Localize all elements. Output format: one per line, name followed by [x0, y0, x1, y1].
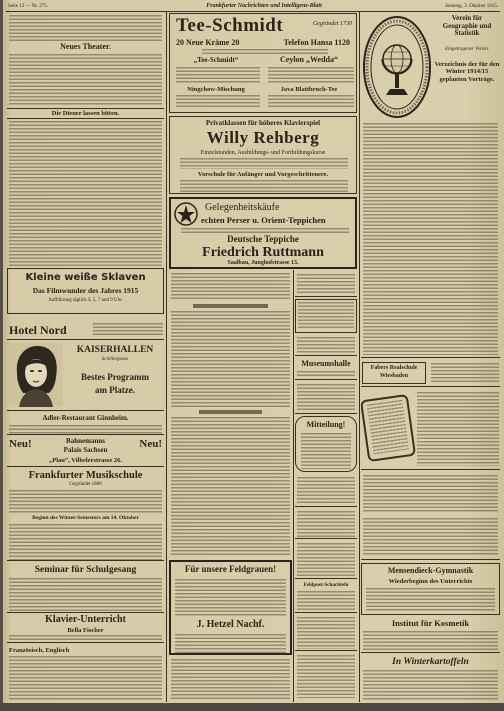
text-lines	[9, 524, 162, 560]
piano-classes-courses: Einzelstunden, Ausbildungs- und Fortbildungskurse	[200, 150, 326, 156]
hotel-name: Hotel Nord	[9, 323, 67, 337]
small-ad	[295, 653, 357, 700]
film-showtimes: Aufführung täglich 3, 5, 7 und 9 Uhr.	[48, 297, 123, 303]
text-lines	[363, 123, 498, 355]
carpet-offer: echten Perser u. Orient-Teppichen	[201, 215, 326, 225]
language-title: Französisch, Englisch	[9, 647, 70, 654]
music-school-title: Frankfurter Musikschule	[28, 470, 143, 481]
stamp-graphic	[361, 394, 416, 462]
language-lessons-advertisement	[7, 645, 164, 700]
semester-start: Beginn des Winter-Semesters am 14. Oktober	[32, 514, 139, 521]
lecture-program-title: Verzeichnis der für den Winter 1914/15 geplanten Vorträge.	[434, 61, 500, 83]
carpet-address: Saalbau, Junghofstrasse 13.	[227, 260, 299, 266]
restaurant-advertisement	[7, 413, 164, 435]
small-ad	[295, 541, 357, 579]
text-lines	[9, 121, 162, 266]
carpet-headline: Gelegenheitskäufe	[205, 202, 280, 213]
piano-classes-heading: Privatklassen für höheres Klavierspiel	[205, 119, 321, 127]
venue-name: Palais Sachsen	[63, 446, 108, 454]
text-lines	[176, 67, 260, 83]
text-lines	[180, 158, 348, 169]
society-announcement	[361, 13, 500, 358]
tea-shop-name: Tee-Schmidt	[176, 15, 284, 36]
singing-seminar-advertisement	[7, 563, 164, 613]
newspaper-title: Frankfurter Nachrichten und Intelligenz-Blatt	[206, 3, 322, 9]
gymnastics-title: Mensendieck-Gymnastik	[387, 566, 474, 575]
carpet-firm: Friedrich Ruttmann	[202, 245, 324, 260]
text-lines	[9, 490, 162, 514]
hotel-advertisement	[7, 320, 164, 340]
text-lines	[93, 323, 163, 337]
carpet-advertisement	[169, 197, 357, 269]
film-title: Kleine weiße Sklaven	[25, 272, 146, 283]
gymnastics-advertisement	[361, 563, 500, 615]
school-name: Fabers Realschule	[370, 365, 418, 371]
cosmetics-advertisement	[361, 617, 500, 653]
kaiserhallen-street: Schillergasse	[101, 357, 129, 362]
text-lines	[171, 311, 290, 407]
soldiers-gifts-advertisement	[169, 560, 292, 655]
text-lines	[181, 228, 349, 233]
potatoes-title: In Winterkartoffeln	[392, 657, 469, 667]
society-registered: Eingetragener Verein.	[445, 47, 489, 52]
parcels-title: Feldpost-Schachteln	[303, 582, 349, 588]
carpet-category: Deutsche Teppiche	[227, 234, 299, 244]
text-lines	[298, 302, 354, 330]
parcels-advertisement	[295, 581, 357, 613]
venue-owner: Bahnemanns	[66, 437, 105, 445]
text-lines	[297, 384, 355, 412]
small-ad	[295, 272, 357, 297]
stamp-advertisement	[361, 389, 500, 470]
theater-title: Neues Theater.	[60, 42, 111, 51]
text-lines	[175, 579, 286, 617]
text-lines	[297, 655, 355, 698]
seminar-title: Seminar für Schulgesang	[34, 565, 137, 575]
soldiers-gifts-title: Für unsere Feldgrauen!	[184, 564, 277, 574]
star-emblem-icon	[174, 202, 198, 226]
tea-shop-advertisement	[169, 13, 357, 113]
museum-advertisement	[295, 358, 357, 380]
masthead	[6, 2, 500, 12]
cosmetics-title: Institut für Kosmetik	[391, 618, 470, 628]
music-school-advertisement	[7, 468, 164, 561]
small-ad	[295, 335, 357, 356]
text-lines	[297, 591, 355, 613]
text-lines	[180, 180, 348, 192]
issue-date: Sonntag, 3. Oktober 1915.	[445, 4, 498, 9]
piano-lessons-title: Klavier-Unterricht	[45, 614, 126, 625]
tea-shop-founded: Gegründet 1730	[312, 21, 352, 27]
film-advertisement	[7, 268, 164, 314]
potatoes-advertisement	[361, 655, 500, 701]
text-lines	[175, 634, 286, 655]
small-ad	[361, 472, 500, 560]
school-advertisement	[361, 360, 500, 387]
text-lines	[9, 656, 162, 700]
kaiserhallen-advertisement	[7, 341, 164, 411]
tea-variety: Ningchow-Mischung	[187, 86, 245, 93]
article-text	[169, 272, 292, 557]
text-lines	[9, 635, 162, 642]
text-lines	[171, 273, 290, 301]
piano-teacher: Bella Fischer	[67, 626, 104, 634]
new-badge: Neu!	[139, 438, 162, 450]
column-rule	[293, 270, 294, 702]
play-title: Die Diener lassen bitten.	[7, 108, 164, 119]
kaiserhallen-name: KAISERHALLEN	[76, 345, 154, 355]
piano-lessons-advertisement	[7, 614, 164, 643]
soldiers-gifts-firm: J. Hetzel Nachf.	[196, 618, 265, 630]
text-lines	[366, 588, 495, 612]
text-lines	[9, 578, 162, 612]
text-lines	[297, 617, 355, 649]
text-lines	[9, 54, 162, 106]
tea-brand: „Tee-Schmidt“	[193, 56, 239, 64]
column-rule	[359, 12, 360, 702]
text-lines	[297, 477, 355, 505]
piano-classes-teacher: Willy Rehberg	[206, 128, 320, 147]
text-lines	[297, 371, 355, 378]
text-lines	[297, 274, 355, 294]
text-lines	[202, 49, 328, 54]
page-number: Seite 12 — Nr. 275.	[8, 4, 48, 9]
school-name-box	[362, 362, 426, 384]
notice-text	[169, 657, 292, 700]
scan-border	[0, 703, 504, 711]
bahnemann-advertisement	[7, 436, 164, 467]
tea-variety: Java Blattbruch-Tee	[280, 86, 338, 93]
portrait-illustration	[9, 343, 63, 407]
kaiserhallen-slogan: am Platze.	[95, 385, 135, 395]
text-lines	[297, 511, 355, 537]
society-emblem	[362, 15, 432, 119]
text-lines	[363, 670, 498, 700]
text-lines	[171, 659, 290, 699]
kaiserhallen-slogan: Bestes Programm	[80, 372, 150, 382]
gymnastics-subtitle: Wiederbeginn des Unterrichts	[388, 577, 473, 585]
text-lines	[431, 363, 499, 383]
text-lines	[363, 631, 498, 651]
text-lines	[301, 433, 351, 469]
theater-listing	[7, 13, 164, 266]
tea-shop-address: 20 Neue Kräme 20	[176, 38, 240, 47]
museum-title: Museumshalle	[301, 359, 351, 368]
small-ad	[295, 299, 357, 333]
small-ad	[295, 382, 357, 414]
new-badge: Neu!	[9, 438, 32, 450]
text-lines	[176, 95, 260, 109]
small-ad	[295, 509, 357, 539]
text-lines	[9, 15, 162, 41]
text-lines	[268, 67, 354, 83]
piano-classes-advertisement	[169, 116, 357, 194]
small-ad	[295, 615, 357, 651]
tea-shop-phone: Telefon Hansa 1120	[283, 38, 350, 47]
school-city: Wiesbaden	[379, 373, 409, 380]
notice-title: Mitteilung!	[306, 420, 346, 429]
text-lines	[297, 543, 355, 577]
text-lines	[268, 95, 354, 109]
text-lines	[417, 392, 499, 466]
restaurant-name: Adler-Restaurant Ginnheim.	[42, 414, 129, 422]
film-subtitle: Das Filmwunder des Jahres 1915	[32, 285, 139, 295]
text-lines	[363, 518, 498, 556]
column-rule	[166, 12, 167, 702]
piano-classes-preschool: Vorschule für Anfänger und Vorgeschrittenere.	[197, 171, 329, 178]
text-lines	[9, 425, 162, 434]
society-title: Verein für Geographie und Statistik	[442, 14, 492, 38]
small-ad	[295, 475, 357, 507]
text-lines	[363, 475, 498, 513]
text-lines	[297, 337, 355, 354]
text-lines	[193, 304, 268, 308]
text-lines	[171, 417, 290, 557]
music-school-founded: Gegründet 1880	[69, 482, 102, 488]
notice-advertisement	[295, 416, 357, 472]
text-lines	[367, 400, 410, 455]
tea-variety: Ceylon „Wedda“	[279, 55, 338, 64]
text-lines	[199, 410, 262, 414]
venue-address: „Plau“, Vilbelerstrasse 26.	[49, 457, 122, 464]
